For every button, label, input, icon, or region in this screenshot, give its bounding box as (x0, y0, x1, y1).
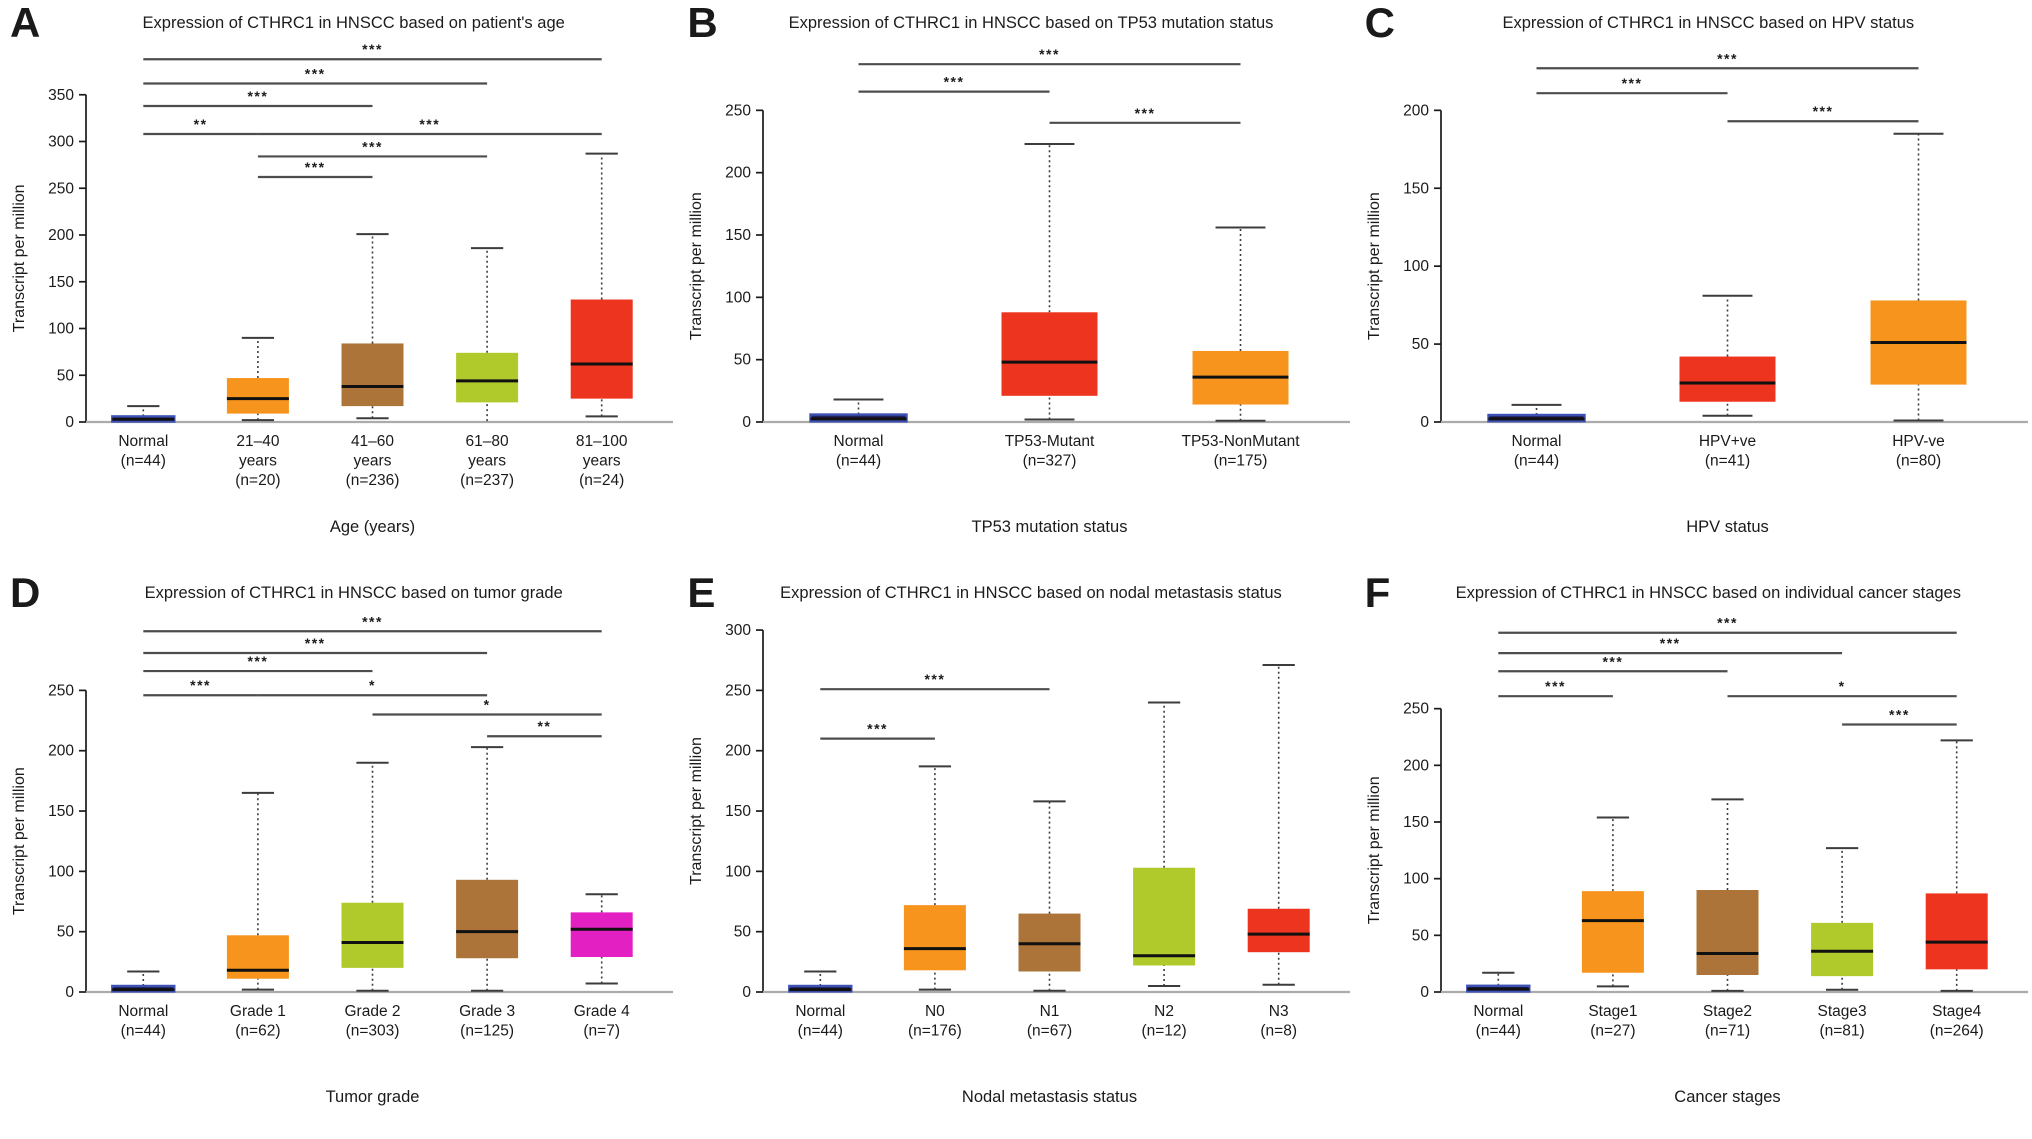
panel-title: Expression of CTHRC1 in HNSCC based on nodal metastasis status (780, 583, 1282, 602)
y-axis-title: Transcript per million (688, 192, 706, 341)
panel-title: Expression of CTHRC1 in HNSCC based on HPV status (1502, 14, 1915, 32)
significance-bar (1498, 653, 1727, 671)
y-tick-label: 0 (742, 414, 752, 431)
category-label: 81–100 (575, 433, 628, 450)
box (1679, 357, 1775, 402)
y-tick-label: 100 (1402, 870, 1429, 888)
category-label: (n=44) (836, 452, 882, 470)
significance-bar (143, 88, 372, 106)
category-label: years (582, 452, 621, 470)
category-label: Stage2 (1702, 1002, 1752, 1020)
category-label: (n=27) (1590, 1022, 1636, 1039)
category-label: Normal (118, 433, 169, 450)
y-tick-label: 100 (48, 862, 75, 880)
box-group (342, 234, 404, 418)
y-tick-label: 50 (1411, 336, 1429, 354)
y-tick-label: 100 (725, 862, 752, 880)
significance-label: *** (924, 670, 946, 687)
y-tick-label: 250 (725, 102, 752, 120)
box-group (1193, 228, 1289, 421)
y-axis (11, 682, 86, 1001)
box-group (1002, 144, 1098, 420)
box-group (1679, 296, 1775, 416)
category-label: TP53-NonMutant (1181, 433, 1300, 450)
panel-c (1355, 0, 2032, 570)
category-label: N2 (1154, 1002, 1175, 1020)
category-label: years (239, 452, 278, 470)
category-label: (n=44) (120, 1022, 167, 1039)
category-label: (n=41) (1704, 452, 1750, 470)
category-label: (n=44) (1475, 1022, 1521, 1039)
y-tick-label: 0 (65, 983, 75, 1001)
x-axis-title: Age (years) (330, 518, 416, 536)
boxplot-tp53 (677, 40, 1354, 542)
category-label: Normal (1511, 433, 1562, 450)
box-group (227, 338, 289, 420)
category-label: (n=44) (1513, 452, 1559, 470)
category-label: Stage3 (1817, 1002, 1867, 1020)
significance-label: *** (304, 65, 326, 82)
y-tick-label: 0 (1420, 983, 1429, 1001)
category-label: (n=80) (1895, 452, 1941, 470)
significance-bar (859, 46, 1241, 64)
significance-label: *** (247, 652, 269, 669)
significance-label: *** (1544, 677, 1566, 694)
y-tick-label: 200 (1402, 102, 1429, 120)
significance-label: *** (1621, 75, 1643, 92)
category-label: N0 (925, 1002, 946, 1020)
category-label: Normal (118, 1002, 169, 1020)
category-label: N1 (1040, 1002, 1060, 1020)
y-tick-label: 150 (725, 802, 752, 820)
significance-bar (143, 677, 258, 695)
box-group (1696, 799, 1758, 991)
category-label: Normal (795, 1002, 846, 1020)
significance-label: *** (362, 41, 384, 58)
boxplot-age (0, 40, 677, 542)
box (1696, 890, 1758, 975)
box-group (1467, 972, 1529, 991)
y-tick-label: 200 (48, 742, 75, 760)
significance-label: *** (944, 73, 965, 90)
box-group (456, 248, 518, 421)
panel-a (0, 0, 677, 570)
y-tick-label: 250 (1402, 700, 1429, 718)
y-tick-label: 300 (725, 621, 752, 639)
box-group (811, 400, 907, 422)
significance-bar (487, 718, 602, 736)
significance-bar (1498, 635, 1842, 653)
box-group (112, 971, 174, 992)
y-tick-label: 150 (1402, 813, 1429, 831)
significance-label: *** (304, 159, 326, 176)
y-tick-label: 0 (1420, 414, 1429, 431)
category-label: (n=71) (1704, 1022, 1750, 1039)
y-tick-label: 350 (48, 86, 75, 104)
y-tick-label: 250 (48, 180, 75, 198)
category-label: Normal (834, 433, 884, 450)
significance-bar (821, 671, 1050, 689)
y-axis-title: Transcript per million (688, 736, 706, 885)
y-axis-title: Transcript per million (11, 766, 29, 915)
significance-label: *** (1716, 614, 1738, 631)
significance-bar (143, 613, 601, 631)
y-tick-label: 100 (48, 320, 75, 338)
category-label: HPV-ve (1892, 433, 1945, 450)
box (456, 879, 518, 957)
significance-label: *** (1812, 103, 1834, 120)
panel-d (0, 570, 677, 1139)
category-label: Grade 3 (459, 1002, 516, 1020)
box-group (1811, 848, 1873, 990)
y-tick-label: 200 (48, 227, 75, 244)
y-axis-title: Transcript per million (1365, 192, 1383, 341)
significance-bar (1498, 678, 1613, 696)
category-label: Grade 1 (230, 1002, 287, 1020)
significance-label: *** (867, 720, 889, 737)
significance-bar (1536, 75, 1727, 93)
category-label: 21–40 (236, 433, 280, 450)
significance-bar (143, 116, 258, 134)
y-tick-label: 150 (48, 802, 75, 820)
significance-bar (1536, 50, 1918, 68)
category-label: TP53-Mutant (1005, 433, 1095, 450)
panel-letter: B (687, 0, 718, 46)
box-group (1488, 405, 1584, 422)
boxplot-stage (1355, 610, 2032, 1112)
category-label: (n=303) (345, 1022, 400, 1039)
category-label: Grade 2 (344, 1002, 401, 1020)
y-axis (1366, 700, 1441, 1000)
category-label: 41–60 (351, 433, 395, 450)
significance-label: *** (419, 116, 441, 133)
box (342, 343, 404, 406)
y-tick-label: 150 (1402, 180, 1429, 198)
category-label: (n=24) (579, 472, 625, 489)
panel-letter: D (10, 569, 41, 616)
significance-label: *** (247, 87, 269, 104)
panel-letter: C (1364, 0, 1395, 46)
y-tick-label: 200 (1402, 756, 1429, 774)
y-axis (11, 87, 86, 431)
category-label: (n=8) (1260, 1022, 1298, 1039)
box (1002, 312, 1098, 396)
x-axis-title: Cancer stages (1674, 1087, 1781, 1106)
significance-bar (258, 677, 487, 695)
category-label: (n=264) (1929, 1022, 1984, 1039)
x-axis-title: Nodal metastasis status (962, 1087, 1138, 1106)
category-label: (n=44) (798, 1022, 844, 1039)
y-axis (688, 102, 763, 431)
x-axis-title: Tumor grade (325, 1087, 420, 1106)
significance-bar (1498, 614, 1956, 632)
significance-bar (821, 720, 936, 738)
significance-label: * (1838, 677, 1846, 694)
significance-label: *** (1888, 706, 1910, 723)
box-group (227, 792, 289, 989)
category-label: (n=327) (1023, 452, 1077, 470)
significance-label: *** (362, 612, 384, 629)
panel-e (677, 570, 1354, 1139)
panel-title: Expression of CTHRC1 in HNSCC based on patient's age (142, 14, 565, 32)
category-label: (n=237) (460, 472, 515, 489)
y-tick-label: 100 (725, 289, 752, 307)
significance-label: *** (1716, 50, 1738, 67)
significance-bar (143, 66, 487, 84)
panel-title: Expression of CTHRC1 in HNSCC based on individual cancer stages (1455, 583, 1961, 602)
significance-bar (1842, 706, 1957, 724)
y-tick-label: 100 (1402, 258, 1429, 276)
panel-f (1355, 570, 2032, 1139)
significance-bar (258, 138, 487, 156)
x-axis-title: TP53 mutation status (972, 518, 1128, 536)
y-tick-label: 0 (742, 983, 752, 1001)
significance-label: *** (190, 676, 212, 693)
y-tick-label: 0 (65, 414, 75, 431)
significance-label: *** (362, 138, 384, 155)
y-tick-label: 50 (734, 351, 752, 369)
category-label: N3 (1269, 1002, 1290, 1020)
box (227, 378, 289, 414)
significance-label: *** (1602, 652, 1624, 669)
box (227, 935, 289, 978)
category-label: (n=81) (1819, 1022, 1865, 1039)
box (1926, 893, 1988, 969)
y-tick-label: 200 (725, 742, 752, 760)
significance-label: *** (1039, 46, 1061, 63)
x-axis-title: HPV status (1686, 518, 1769, 536)
category-label: (n=125) (460, 1022, 515, 1039)
box-group (1926, 740, 1988, 990)
category-label: years (353, 452, 392, 470)
category-label: Normal (1473, 1002, 1524, 1020)
y-tick-label: 300 (48, 133, 75, 151)
significance-bar (859, 74, 1050, 92)
box (342, 902, 404, 967)
category-label: (n=20) (235, 472, 281, 489)
y-tick-label: 50 (56, 367, 75, 385)
significance-label: *** (304, 634, 326, 651)
box (571, 912, 633, 957)
panel-letter: A (10, 0, 41, 46)
box (1811, 922, 1873, 975)
box (1582, 891, 1644, 973)
box (1248, 908, 1310, 951)
y-axis (688, 622, 763, 1001)
category-label: (n=175) (1214, 452, 1268, 470)
significance-bar (143, 653, 372, 671)
panel-title: Expression of CTHRC1 in HNSCC based on tumor grade (144, 583, 563, 602)
panel-letter: F (1364, 569, 1391, 616)
significance-bar (1727, 103, 1918, 121)
significance-label: *** (1659, 634, 1681, 651)
y-axis-title: Transcript per million (11, 184, 29, 333)
category-label: Stage1 (1588, 1002, 1638, 1020)
significance-label: ** (193, 116, 208, 133)
panel-title: Expression of CTHRC1 in HNSCC based on TP53 mutation status (788, 14, 1274, 32)
category-label: (n=62) (235, 1022, 281, 1039)
significance-bar (373, 696, 602, 714)
significance-label: * (369, 676, 377, 693)
category-label: (n=7) (583, 1022, 621, 1039)
y-tick-label: 50 (734, 923, 752, 941)
category-label: HPV+ve (1698, 433, 1756, 450)
box-group (790, 971, 852, 992)
box-group (571, 894, 633, 983)
panel-letter: E (687, 569, 716, 616)
significance-bar (143, 41, 601, 59)
significance-bar (143, 634, 487, 652)
box-group (1248, 665, 1310, 985)
category-label: years (468, 452, 507, 470)
category-label: (n=12) (1141, 1022, 1188, 1039)
panel-b (677, 0, 1354, 570)
boxplot-grade (0, 610, 677, 1112)
y-tick-label: 50 (1411, 926, 1429, 944)
category-label: 61–80 (465, 433, 509, 450)
box-group (1019, 801, 1081, 990)
significance-bar (1050, 105, 1241, 123)
category-label: (n=44) (120, 452, 167, 470)
y-axis (1366, 102, 1441, 431)
y-tick-label: 200 (725, 164, 752, 182)
y-axis-title: Transcript per million (1365, 775, 1383, 924)
category-label: Stage4 (1931, 1002, 1982, 1020)
box-group (1134, 702, 1196, 986)
y-tick-label: 150 (725, 227, 752, 244)
box (904, 905, 966, 970)
significance-bar (258, 159, 373, 177)
category-label: (n=67) (1027, 1022, 1073, 1039)
y-tick-label: 150 (48, 273, 75, 291)
box-group (112, 406, 174, 422)
box-group (342, 762, 404, 990)
box-group (571, 154, 633, 417)
significance-label: ** (537, 717, 552, 734)
y-tick-label: 250 (48, 681, 75, 699)
category-label: Grade 4 (573, 1002, 630, 1020)
y-tick-label: 250 (725, 681, 752, 699)
significance-label: *** (1135, 104, 1156, 121)
box (456, 353, 518, 403)
boxplot-nodal (677, 610, 1354, 1112)
category-label: (n=236) (345, 472, 400, 489)
box (571, 300, 633, 399)
box-group (1582, 817, 1644, 986)
category-label: (n=176) (908, 1022, 963, 1039)
significance-bar (1727, 678, 1956, 696)
boxplot-hpv (1355, 40, 2032, 542)
y-tick-label: 50 (56, 923, 75, 941)
box (1134, 867, 1196, 965)
box-group (456, 747, 518, 991)
significance-bar (258, 116, 602, 134)
box-group (1870, 134, 1966, 421)
box-group (904, 766, 966, 989)
significance-label: * (483, 696, 491, 713)
